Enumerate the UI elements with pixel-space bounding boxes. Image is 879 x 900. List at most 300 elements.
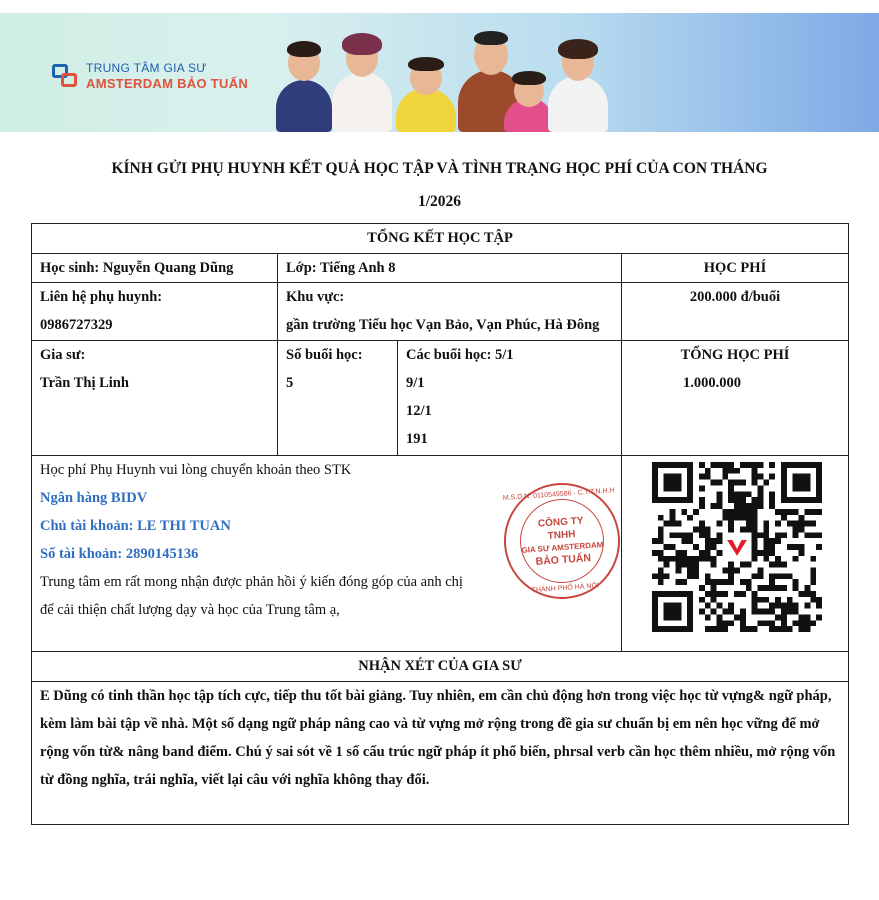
qr-module <box>658 526 664 532</box>
parent-phone: 0986727329 <box>40 317 113 333</box>
qr-module <box>658 556 664 562</box>
qr-module <box>781 603 787 609</box>
qr-module <box>675 521 681 527</box>
qr-module <box>670 532 676 538</box>
qr-module <box>670 509 676 515</box>
qr-module <box>752 609 758 615</box>
qr-module <box>787 626 793 632</box>
qr-module <box>763 538 769 544</box>
area-label: Khu vực: <box>286 289 345 305</box>
qr-module <box>752 468 758 474</box>
qr-module <box>775 585 781 591</box>
qr-module <box>722 620 728 626</box>
qr-module <box>781 614 787 620</box>
qr-module <box>740 509 746 515</box>
qr-module <box>763 526 769 532</box>
qr-module <box>687 515 693 521</box>
qr-module <box>804 591 810 597</box>
qr-module <box>652 573 658 579</box>
class-name: Lớp: Tiếng Anh 8 <box>278 254 622 283</box>
qr-module <box>746 526 752 532</box>
qr-module <box>728 509 734 515</box>
page-title-line2: 1/2026 <box>417 193 462 210</box>
qr-module <box>652 550 658 556</box>
qr-module <box>699 503 705 509</box>
qr-module <box>693 568 699 574</box>
qr-module <box>670 521 676 527</box>
qr-module <box>722 579 728 585</box>
qr-module <box>793 579 799 585</box>
qr-module <box>804 509 810 515</box>
qr-module <box>728 491 734 497</box>
qr-module <box>740 462 746 468</box>
qr-module <box>711 556 717 562</box>
qr-module <box>758 491 764 497</box>
qr-module <box>769 474 775 480</box>
qr-module <box>787 603 793 609</box>
qr-module <box>781 620 787 626</box>
qr-module <box>769 497 775 503</box>
qr-module <box>734 568 740 574</box>
qr-module <box>799 521 805 527</box>
qr-module <box>728 515 734 521</box>
qr-module <box>793 556 799 562</box>
tutor-comment: E Dũng có tinh thần học tập tích cực, tiếp thu tốt bài giảng. Tuy nhiên, em cần chủ động hơn trong việc học từ vựng& ngữ pháp, kèm làm bài tập về nhà. Một số dạng ngữ pháp nâng cao và từ vựng mở rộng trong đề gia sư chuẩn bị em nên học vững để mở rộng vốn từ& nâng band điểm. Chú ý sai sót về 1 số cấu trúc ngữ pháp ít phổ biến, phrsal verb cần học thêm nhiều, mở rộng vốn từ đồng nghĩa, trái nghĩa, viết lại câu với nghĩa không thay đổi. <box>32 682 849 825</box>
qr-module <box>728 620 734 626</box>
qr-module <box>705 573 711 579</box>
session-date: 191 <box>406 431 428 447</box>
qr-module <box>716 521 722 527</box>
qr-module <box>769 562 775 568</box>
qr-module <box>664 521 670 527</box>
qr-module <box>664 556 670 562</box>
qr-module <box>699 556 705 562</box>
qr-module <box>799 526 805 532</box>
qr-module <box>734 503 740 509</box>
qr-module <box>769 550 775 556</box>
stamp-line4: BẢO TUẤN <box>535 552 592 568</box>
qr-module <box>675 550 681 556</box>
qr-module <box>711 544 717 550</box>
qr-module <box>746 503 752 509</box>
qr-module <box>763 480 769 486</box>
qr-module <box>658 579 664 585</box>
qr-module <box>810 573 816 579</box>
qr-module <box>810 597 816 603</box>
qr-module <box>752 521 758 527</box>
qr-module <box>775 597 781 603</box>
qr-module <box>740 626 746 632</box>
stamp-ring-top: M.S.D.N: 0110549586 - C.T.T.N.H.H <box>502 487 615 503</box>
qr-module <box>722 468 728 474</box>
qr-module <box>716 603 722 609</box>
qr-module <box>804 614 810 620</box>
qr-module <box>728 468 734 474</box>
qr-module <box>810 556 816 562</box>
qr-module <box>711 538 717 544</box>
qr-module <box>775 556 781 562</box>
account-holder: Chủ tài khoản: LE THI TUAN <box>40 518 231 534</box>
qr-module <box>728 497 734 503</box>
qr-module <box>675 579 681 585</box>
qr-module <box>804 532 810 538</box>
qr-module <box>658 568 664 574</box>
qr-module <box>728 603 734 609</box>
qr-module <box>758 503 764 509</box>
logo-line1: TRUNG TÂM GIA SƯ <box>86 61 207 75</box>
qr-module <box>664 562 670 568</box>
qr-module <box>804 603 810 609</box>
qr-module <box>769 603 775 609</box>
qr-module <box>705 468 711 474</box>
qr-module <box>728 609 734 615</box>
qr-module <box>734 614 740 620</box>
qr-module <box>705 526 711 532</box>
qr-module <box>775 614 781 620</box>
sessions-count: 5 <box>286 375 294 391</box>
qr-module <box>758 550 764 556</box>
qr-module <box>746 462 752 468</box>
qr-module <box>804 585 810 591</box>
student-name: Học sinh: Nguyễn Quang Dũng <box>32 254 278 283</box>
qr-module <box>699 585 705 591</box>
qr-module <box>787 544 793 550</box>
qr-module <box>775 626 781 632</box>
qr-module <box>769 573 775 579</box>
qr-module <box>740 609 746 615</box>
qr-module <box>758 462 764 468</box>
qr-module <box>758 609 764 615</box>
qr-module <box>816 509 822 515</box>
qr-module <box>711 462 717 468</box>
qr-module <box>716 620 722 626</box>
qr-module <box>699 532 705 538</box>
qr-module <box>816 603 822 609</box>
qr-module <box>716 480 722 486</box>
qr-module <box>693 526 699 532</box>
qr-module <box>752 603 758 609</box>
qr-module <box>705 614 711 620</box>
qr-module <box>763 532 769 538</box>
qr-module <box>799 515 805 521</box>
qr-module <box>793 544 799 550</box>
qr-module <box>693 544 699 550</box>
qr-module <box>728 462 734 468</box>
qr-module <box>769 585 775 591</box>
qr-module <box>781 562 787 568</box>
qr-module <box>675 532 681 538</box>
qr-module <box>752 515 758 521</box>
qr-module <box>758 573 764 579</box>
qr-module <box>752 526 758 532</box>
qr-module <box>740 579 746 585</box>
qr-module <box>816 597 822 603</box>
stamp-line3: GIA SƯ AMSTERDAM <box>521 540 604 555</box>
qr-module <box>793 509 799 515</box>
qr-module <box>781 532 787 538</box>
qr-module <box>681 579 687 585</box>
qr-module <box>752 550 758 556</box>
qr-module <box>705 532 711 538</box>
area-value: gần trường Tiểu học Vạn Bảo, Vạn Phúc, Hà Đông <box>286 317 600 333</box>
qr-module <box>670 556 676 562</box>
qr-module <box>810 579 816 585</box>
qr-module <box>799 620 805 626</box>
qr-module <box>775 562 781 568</box>
qr-module <box>752 509 758 515</box>
qr-module <box>781 626 787 632</box>
qr-module <box>740 515 746 521</box>
qr-module <box>658 515 664 521</box>
qr-module <box>763 609 769 615</box>
qr-module <box>716 491 722 497</box>
qr-module <box>763 550 769 556</box>
qr-module <box>711 480 717 486</box>
qr-module <box>681 550 687 556</box>
qr-module <box>799 591 805 597</box>
qr-module <box>740 562 746 568</box>
bank-name: Ngân hàng BIDV <box>40 490 148 506</box>
qr-module <box>681 509 687 515</box>
qr-module <box>705 538 711 544</box>
qr-module <box>781 509 787 515</box>
qr-module <box>693 573 699 579</box>
logo-line2: AMSTERDAM BẢO TUẤN <box>86 76 249 91</box>
qr-module <box>693 556 699 562</box>
qr-module <box>711 591 717 597</box>
qr-module <box>699 526 705 532</box>
qr-module <box>816 544 822 550</box>
qr-module <box>658 550 664 556</box>
session-date: 12/1 <box>406 403 432 419</box>
qr-module <box>716 550 722 556</box>
qr-module <box>810 568 816 574</box>
qr-module <box>740 591 746 597</box>
qr-module <box>705 603 711 609</box>
qr-module <box>705 591 711 597</box>
qr-module <box>687 562 693 568</box>
qr-module <box>716 579 722 585</box>
qr-module <box>752 573 758 579</box>
qr-module <box>681 538 687 544</box>
qr-module <box>734 515 740 521</box>
center-logo <box>52 61 248 91</box>
qr-module <box>705 626 711 632</box>
qr-module <box>752 597 758 603</box>
fee-per-session: 200.000 đ/buổi <box>622 283 849 341</box>
qr-module <box>722 474 728 480</box>
qr-module <box>763 521 769 527</box>
qr-module <box>752 503 758 509</box>
qr-module <box>681 556 687 562</box>
qr-module <box>746 562 752 568</box>
qr-module <box>769 609 775 615</box>
qr-module <box>728 562 734 568</box>
qr-module <box>775 521 781 527</box>
qr-module <box>793 620 799 626</box>
qr-module <box>716 626 722 632</box>
qr-module <box>716 503 722 509</box>
qr-module <box>716 532 722 538</box>
qr-module <box>699 474 705 480</box>
qr-module <box>705 474 711 480</box>
qr-module <box>793 585 799 591</box>
qr-module <box>675 556 681 562</box>
stamp-ring-bottom: THÀNH PHỐ HÀ NỘI <box>531 582 600 595</box>
qr-module <box>722 509 728 515</box>
qr-module <box>681 532 687 538</box>
qr-module <box>758 474 764 480</box>
qr-module <box>705 550 711 556</box>
qr-module <box>810 532 816 538</box>
qr-module <box>722 609 728 615</box>
qr-module <box>810 620 816 626</box>
qr-module <box>763 620 769 626</box>
qr-module <box>763 544 769 550</box>
comments-section-title: NHẬN XÉT CỦA GIA SƯ <box>32 652 849 682</box>
qr-module <box>699 497 705 503</box>
account-number: Số tài khoản: 2890145136 <box>40 546 199 562</box>
qr-module <box>769 503 775 509</box>
payment-instruction: Học phí Phụ Huynh vui lòng chuyển khoản theo STK <box>40 462 352 478</box>
qr-module <box>793 532 799 538</box>
qr-module <box>699 597 705 603</box>
qr-module <box>734 468 740 474</box>
qr-module <box>734 591 740 597</box>
qr-module <box>793 521 799 527</box>
qr-module <box>740 491 746 497</box>
session-date: Các buổi học: 5/1 <box>406 347 514 363</box>
fee-header: HỌC PHÍ <box>622 254 849 283</box>
qr-module <box>734 509 740 515</box>
qr-module <box>699 550 705 556</box>
qr-module <box>687 532 693 538</box>
qr-module <box>752 480 758 486</box>
qr-module <box>693 562 699 568</box>
qr-module <box>664 544 670 550</box>
qr-module <box>687 556 693 562</box>
qr-module <box>787 573 793 579</box>
qr-module <box>746 579 752 585</box>
qr-module <box>758 620 764 626</box>
stamp-line1: CÔNG TY <box>537 515 584 530</box>
qr-module <box>711 579 717 585</box>
qr-module <box>734 491 740 497</box>
qr-module <box>804 620 810 626</box>
payment-qr-code <box>652 461 822 633</box>
qr-module <box>728 526 734 532</box>
qr-module <box>799 550 805 556</box>
qr-module <box>740 526 746 532</box>
sessions-label: Số buổi học: <box>286 347 363 363</box>
qr-module <box>699 485 705 491</box>
qr-module <box>722 568 728 574</box>
qr-module <box>769 491 775 497</box>
qr-module <box>758 597 764 603</box>
qr-module <box>758 568 764 574</box>
summary-section-title: TỔNG KẾT HỌC TẬP <box>32 224 849 254</box>
qr-module <box>716 538 722 544</box>
qr-module <box>705 544 711 550</box>
qr-module <box>746 626 752 632</box>
header-banner <box>0 13 879 132</box>
qr-module <box>758 485 764 491</box>
qr-module <box>699 521 705 527</box>
qr-module <box>752 462 758 468</box>
tutor-name: Trần Thị Linh <box>40 375 129 391</box>
qr-module <box>769 544 775 550</box>
qr-module <box>787 597 793 603</box>
qr-module <box>752 497 758 503</box>
qr-module <box>793 526 799 532</box>
qr-module <box>670 544 676 550</box>
qr-module <box>799 626 805 632</box>
qr-module <box>793 603 799 609</box>
qr-module <box>716 497 722 503</box>
feedback-request-line1: Trung tâm em rất mong nhận được phản hồi ý kiến đóng góp của anh chị <box>40 574 463 590</box>
qr-module <box>752 591 758 597</box>
qr-module <box>810 509 816 515</box>
qr-module <box>752 544 758 550</box>
qr-module <box>752 556 758 562</box>
qr-module <box>799 614 805 620</box>
logo-mark-icon <box>52 64 78 88</box>
qr-module <box>699 609 705 615</box>
qr-module <box>752 474 758 480</box>
qr-module <box>687 573 693 579</box>
qr-module <box>658 532 664 538</box>
qr-module <box>787 509 793 515</box>
qr-module <box>711 585 717 591</box>
qr-module <box>711 626 717 632</box>
qr-module <box>734 497 740 503</box>
stamp-line2: TNHH <box>547 529 576 542</box>
qr-module <box>716 614 722 620</box>
qr-module <box>711 503 717 509</box>
qr-module <box>804 626 810 632</box>
qr-module <box>746 585 752 591</box>
qr-module <box>711 562 717 568</box>
qr-module <box>722 626 728 632</box>
qr-module <box>711 597 717 603</box>
qr-module <box>670 515 676 521</box>
qr-module <box>775 603 781 609</box>
qr-module <box>728 485 734 491</box>
qr-module <box>734 480 740 486</box>
qr-module <box>804 521 810 527</box>
qr-module <box>763 597 769 603</box>
qr-module <box>716 462 722 468</box>
qr-module <box>728 573 734 579</box>
qr-module <box>687 568 693 574</box>
qr-module <box>746 521 752 527</box>
qr-module <box>799 544 805 550</box>
qr-module <box>746 491 752 497</box>
qr-module <box>752 538 758 544</box>
qr-module <box>781 573 787 579</box>
qr-module <box>758 532 764 538</box>
qr-module <box>728 579 734 585</box>
qr-module <box>728 568 734 574</box>
qr-module <box>752 532 758 538</box>
qr-module <box>658 538 664 544</box>
qr-module <box>758 497 764 503</box>
qr-module <box>787 609 793 615</box>
qr-module <box>658 573 664 579</box>
qr-module <box>740 614 746 620</box>
page-title-line1: KÍNH GỬI PHỤ HUYNH KẾT QUẢ HỌC TẬP VÀ TÌNH TRẠNG HỌC PHÍ CỦA CON THÁNG <box>111 160 768 177</box>
qr-module <box>816 614 822 620</box>
